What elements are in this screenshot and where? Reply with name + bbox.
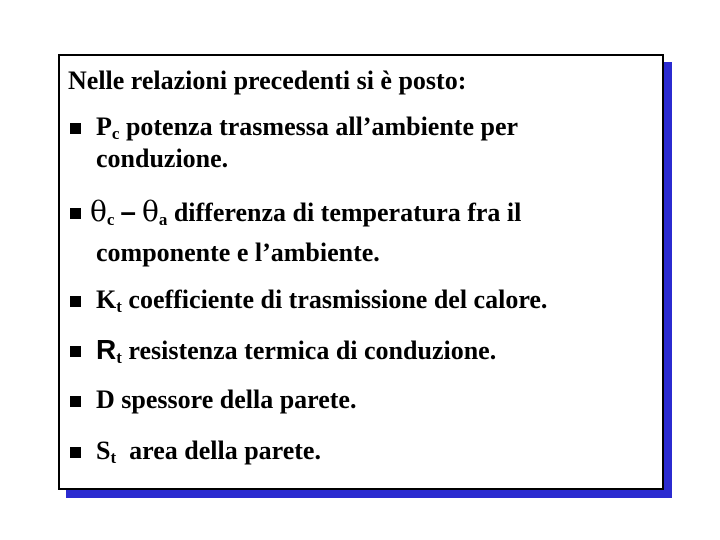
symbol-k: K	[96, 285, 117, 314]
minus-sign: –	[120, 196, 136, 227]
intro-text: Nelle relazioni precedenti si è posto:	[68, 66, 467, 95]
symbol-theta-c: θ	[90, 195, 107, 228]
item-text: potenza trasmessa all’ambiente per	[119, 112, 519, 141]
item-text: resistenza termica di conduzione.	[121, 336, 497, 365]
list-item-st	[96, 436, 321, 473]
subscript-t: t	[116, 348, 122, 367]
list-item-kt	[96, 285, 547, 322]
subscript-c: c	[106, 210, 115, 229]
bullet-square-icon	[70, 123, 81, 134]
list-item-rt	[96, 335, 496, 373]
symbol-s: S	[96, 436, 111, 465]
symbol-r: R	[96, 334, 117, 365]
subscript-t: t	[116, 297, 122, 316]
item-text-continuation: componente e l’ambiente.	[96, 238, 380, 267]
subscript-t: t	[110, 448, 117, 467]
bullet-square-icon	[70, 447, 81, 458]
item-text: coefficiente di trasmissione del calore.	[121, 285, 548, 314]
symbol-theta-a: θ	[141, 195, 159, 228]
bullet-square-icon	[70, 296, 81, 307]
symbol-p: P	[96, 112, 112, 141]
bullet-square-icon	[70, 208, 81, 219]
list-item-d	[96, 385, 356, 415]
item-text: spessore della parete.	[114, 385, 357, 414]
item-text: differenza di temperatura fra il	[167, 198, 522, 227]
subscript-c: c	[111, 124, 120, 143]
list-item-theta	[90, 197, 521, 235]
item-text-continuation: conduzione.	[96, 144, 229, 173]
bullet-square-icon	[70, 346, 81, 357]
symbol-d: D	[96, 385, 115, 414]
subscript-a: a	[158, 210, 168, 229]
slide-text-box	[58, 54, 664, 490]
item-text: area della parete.	[116, 436, 321, 465]
bullet-square-icon	[70, 396, 81, 407]
